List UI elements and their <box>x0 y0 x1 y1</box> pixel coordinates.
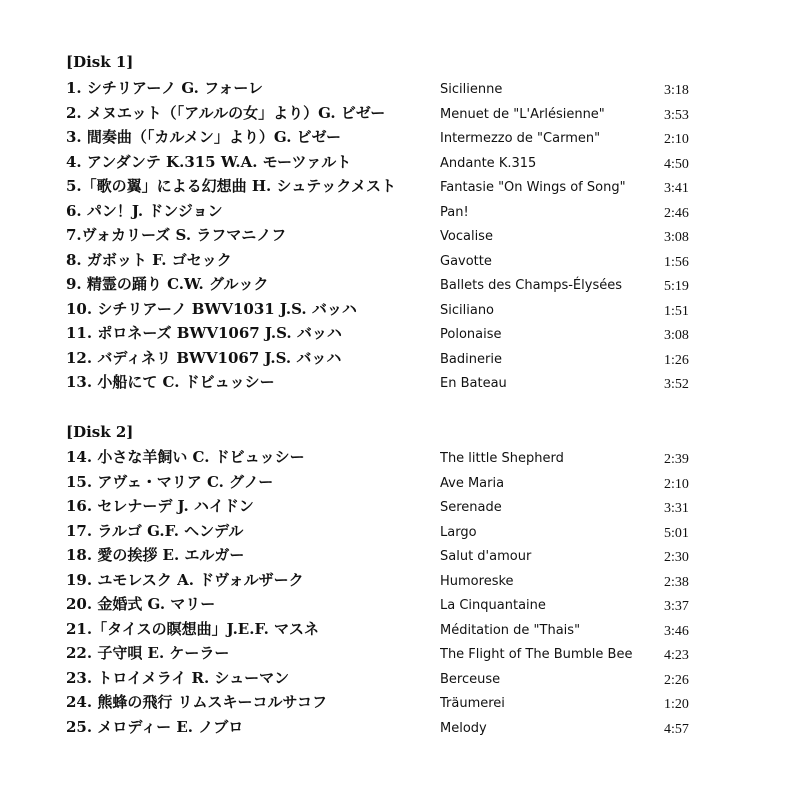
track-row <box>0 77 800 101</box>
japanese-title: 16. セレナーデ J. ハイドン <box>66 497 254 515</box>
english-title: Andante K.315 <box>440 155 537 171</box>
track-row <box>0 569 800 593</box>
track-duration: 1:56 <box>664 254 689 270</box>
japanese-title: 12. バディネリ BWV1067 J.S. バッハ <box>66 348 342 367</box>
japanese-title: 2. メヌエット（「アルルの女」より）G. ビゼー <box>66 103 386 122</box>
track-duration: 4:50 <box>664 156 689 172</box>
english-title: Largo <box>440 524 477 540</box>
english-title: Polonaise <box>440 327 502 342</box>
track-row <box>0 691 800 715</box>
english-title: Siciliano <box>440 302 495 318</box>
track-duration: 5:01 <box>664 525 689 541</box>
track-row <box>0 716 800 740</box>
track-duration: 3:18 <box>664 83 689 98</box>
track-row <box>0 224 800 248</box>
track-row <box>0 520 800 544</box>
track-row <box>0 322 800 346</box>
japanese-title: 11. ポロネーズ BWV1067 J.S. バッハ <box>66 324 342 342</box>
japanese-title: 4. アンダンテ K.315 W.A. モーツァルト <box>66 152 352 171</box>
track-row <box>0 347 800 371</box>
track-row <box>0 593 800 617</box>
track-duration: 3:37 <box>664 599 689 614</box>
disk-2-label: [Disk 2] <box>66 423 134 441</box>
track-row <box>0 102 800 126</box>
track-duration: 1:26 <box>664 352 689 368</box>
track-row <box>0 200 800 224</box>
track-row <box>0 249 800 273</box>
track-duration: 2:26 <box>664 672 689 688</box>
japanese-title: 18. 愛の挨拶 E. エルガー <box>66 546 245 564</box>
track-duration: 2:10 <box>664 476 689 492</box>
japanese-title: 3. 間奏曲（「カルメン」より）G. ビゼー <box>66 128 342 146</box>
english-title: Gavotte <box>440 253 492 269</box>
track-row <box>0 667 800 691</box>
track-duration: 3:08 <box>664 230 689 245</box>
track-duration: 3:53 <box>664 107 689 123</box>
track-duration: 3:52 <box>664 377 689 392</box>
track-row <box>0 495 800 519</box>
japanese-title: 9. 精霊の踊り C.W. グルック <box>66 275 269 293</box>
track-row <box>0 298 800 322</box>
track-duration: 4:57 <box>664 721 689 737</box>
english-title: Badinerie <box>440 351 502 367</box>
english-title: Melody <box>440 720 487 736</box>
track-duration: 4:23 <box>664 648 689 663</box>
track-row <box>0 175 800 199</box>
english-title: Méditation de "Thais" <box>440 622 581 638</box>
english-title: Pan! <box>440 204 469 220</box>
english-title: Humoreske <box>440 573 514 589</box>
track-duration: 2:39 <box>664 452 689 467</box>
japanese-title: 25. メロディー E. ノブロ <box>66 717 244 736</box>
track-row <box>0 126 800 150</box>
english-title: The Flight of The Bumble Bee <box>440 647 633 662</box>
japanese-title: 21.「タイスの瞑想曲」J.E.F. マスネ <box>66 619 320 638</box>
track-row <box>0 371 800 395</box>
disk-1-label: [Disk 1] <box>66 53 134 71</box>
track-duration: 2:30 <box>664 550 689 565</box>
japanese-title: 8. ガボット F. ゴセック <box>66 250 232 269</box>
japanese-title: 7.ヴォカリーズ S. ラフマニノフ <box>66 226 287 244</box>
track-duration: 5:19 <box>664 279 689 294</box>
english-title: Salut d'amour <box>440 549 532 564</box>
track-row <box>0 471 800 495</box>
japanese-title: 5.「歌の翼」による幻想曲 H. シュテックメスト <box>66 177 397 195</box>
english-title: Ballets des Champs-Élysées <box>440 278 622 293</box>
track-duration: 2:38 <box>664 574 689 590</box>
track-row <box>0 273 800 297</box>
japanese-title: 20. 金婚式 G. マリー <box>66 595 216 613</box>
japanese-title: 19. ユモレスク A. ドヴォルザーク <box>66 570 304 589</box>
japanese-title: 17. ラルゴ G.F. ヘンデル <box>66 521 244 540</box>
japanese-title: 1. シチリアーノ G. フォーレ <box>66 79 264 97</box>
english-title: Berceuse <box>440 671 501 687</box>
japanese-title: 24. 熊蜂の飛行 リムスキーコルサコフ <box>66 693 327 711</box>
english-title: La Cinquantaine <box>440 598 546 613</box>
english-title: Intermezzo de "Carmen" <box>440 131 601 146</box>
english-title: The little Shepherd <box>440 451 564 466</box>
track-row <box>0 446 800 470</box>
japanese-title: 15. アヴェ・マリア C. グノー <box>66 472 274 491</box>
japanese-title: 13. 小船にて C. ドビュッシー <box>66 373 275 391</box>
track-row <box>0 544 800 568</box>
english-title: Serenade <box>440 500 502 515</box>
track-duration: 1:51 <box>664 303 689 319</box>
english-title: Menuet de "L'Arlésienne" <box>440 106 605 122</box>
japanese-title: 22. 子守唄 E. ケーラー <box>66 644 230 662</box>
japanese-title: 23. トロイメライ R. シューマン <box>66 668 290 687</box>
track-duration: 3:08 <box>664 328 689 343</box>
track-duration: 2:10 <box>664 132 689 147</box>
track-duration: 3:41 <box>664 181 689 196</box>
english-title: Vocalise <box>440 229 493 244</box>
english-title: Sicilienne <box>440 82 503 97</box>
track-duration: 2:46 <box>664 205 689 221</box>
english-title: Träumerei <box>440 696 505 711</box>
track-row <box>0 642 800 666</box>
japanese-title: 6. パン！J. ドンジョン <box>66 201 223 220</box>
japanese-title: 10. シチリアーノ BWV1031 J.S. バッハ <box>66 299 357 318</box>
track-duration: 1:20 <box>664 697 689 712</box>
english-title: En Bateau <box>440 376 507 391</box>
track-row <box>0 151 800 175</box>
track-duration: 3:46 <box>664 623 689 639</box>
track-duration: 3:31 <box>664 501 689 516</box>
english-title: Ave Maria <box>440 475 505 491</box>
japanese-title: 14. 小さな羊飼い C. ドビュッシー <box>66 448 305 466</box>
track-row <box>0 618 800 642</box>
english-title: Fantasie "On Wings of Song" <box>440 180 626 195</box>
